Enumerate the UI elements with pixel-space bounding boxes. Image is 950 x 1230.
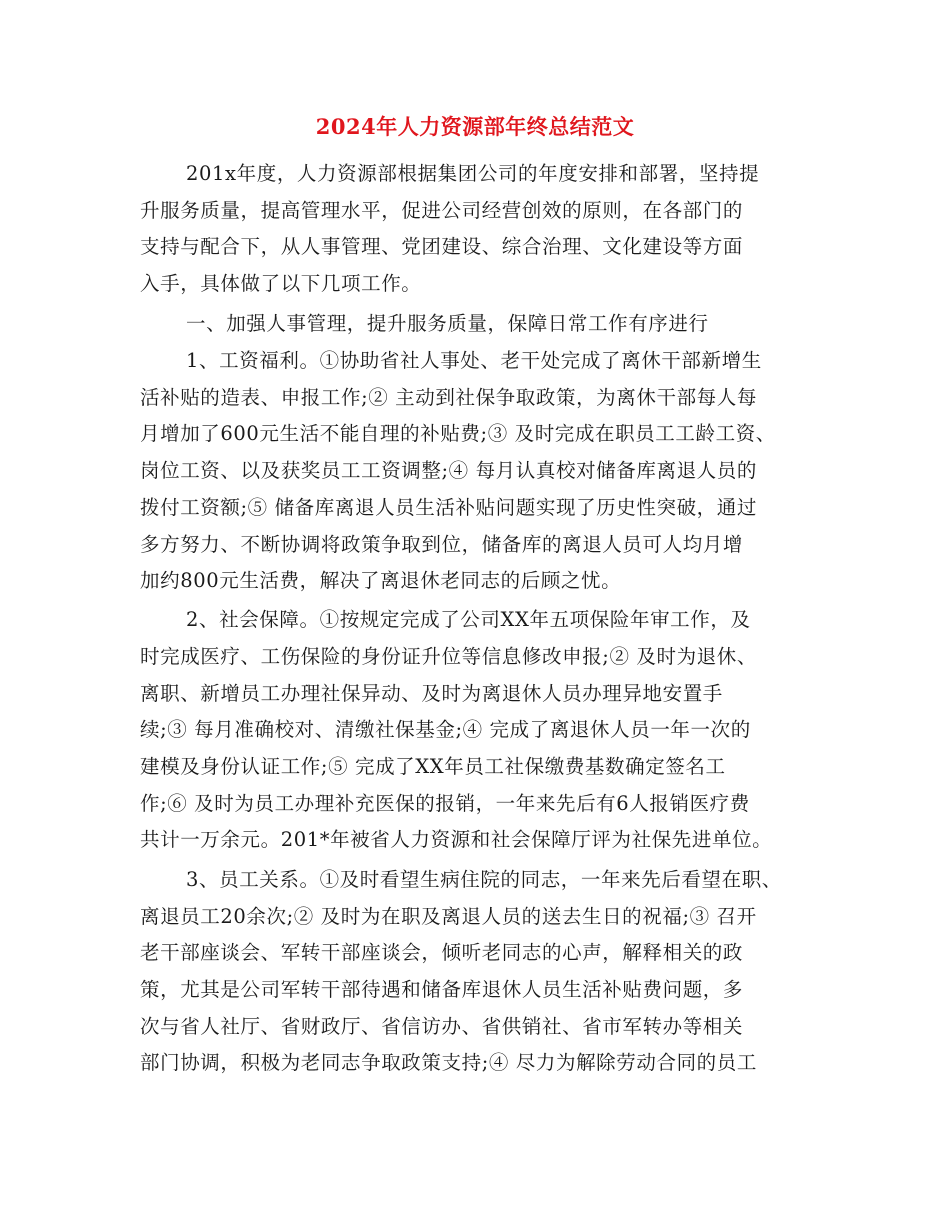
paragraph-line: 作;⑥ 及时为员工办理补充医保的报销，一年来先后有6人报销医疗费 [140, 792, 750, 815]
paragraph-line: 多方努力、不断协调将政策争取到位，储备库的离退人员可人均月增 [140, 533, 744, 556]
paragraph-line: 部门协调，积极为老同志争取政策支持;④ 尽力为解除劳动合同的员工 [140, 1051, 757, 1074]
paragraph-line: 活补贴的造表、申报工作;② 主动到社保争取政策，为离休干部每人每 [140, 386, 757, 409]
paragraph-line: 离职、新增员工办理社保异动、及时为离退休人员办理异地安置手 [140, 682, 723, 705]
paragraph-line: 2、社会保障。①按规定完成了公司XX年五项保险年审工作，及 [186, 608, 751, 631]
paragraph-line: 岗位工资、以及获奖员工工资调整;④ 每月认真校对储备库离退人员的 [140, 459, 757, 482]
paragraph-line: 月增加了600元生活不能自理的补贴费;③ 及时完成在职员工工龄工资、 [140, 422, 776, 445]
paragraph-line: 入手，具体做了以下几项工作。 [140, 272, 422, 295]
paragraph-line: 建模及身份认证工作;⑤ 完成了XX年员工社保缴费基数确定签名工 [140, 755, 726, 778]
paragraph-line: 次与省人社厅、省财政厅、省信访办、省供销社、省市军转办等相关 [140, 1015, 744, 1038]
section-heading: 一、加强人事管理，提升服务质量，保障日常工作有序进行 [186, 312, 709, 335]
document-title: 2024年人力资源部年终总结范文 [315, 114, 635, 139]
paragraph-line: 老干部座谈会、军转干部座谈会，倾听老同志的心声，解释相关的政 [140, 941, 744, 964]
paragraph-line: 策，尤其是公司军转干部待遇和储备库退休人员生活补贴费问题，多 [140, 978, 744, 1001]
paragraph-line: 共计一万余元。201*年被省人力资源和社会保障厅评为社保先进单位。 [140, 828, 773, 851]
paragraph-line: 离退员工20余次;② 及时为在职及离退人员的送去生日的祝福;③ 召开 [140, 905, 757, 928]
paragraph-line: 拨付工资额;⑤ 储备库离退人员生活补贴问题实现了历史性突破，通过 [140, 496, 757, 519]
paragraph-line: 时完成医疗、工伤保险的身份证升位等信息修改申报;② 及时为退休、 [140, 645, 757, 668]
paragraph-line: 3、员工关系。①及时看望生病住院的同志，一年来先后看望在职、 [186, 868, 782, 891]
paragraph-line: 1、工资福利。①协助省社人事处、老干处完成了离休干部新增生 [186, 349, 762, 372]
paragraph-line: 续;③ 每月准确校对、清缴社保基金;④ 完成了离退休人员一年一次的 [140, 718, 751, 741]
paragraph-line: 加约800元生活费，解决了离退休老同志的后顾之忧。 [140, 569, 622, 592]
paragraph-line: 201x年度，人力资源部根据集团公司的年度安排和部署，坚持提 [186, 162, 760, 185]
paragraph-line: 升服务质量，提高管理水平，促进公司经营创效的原则，在各部门的 [140, 199, 744, 222]
paragraph-line: 支持与配合下，从人事管理、党团建设、综合治理、文化建设等方面 [140, 235, 744, 258]
